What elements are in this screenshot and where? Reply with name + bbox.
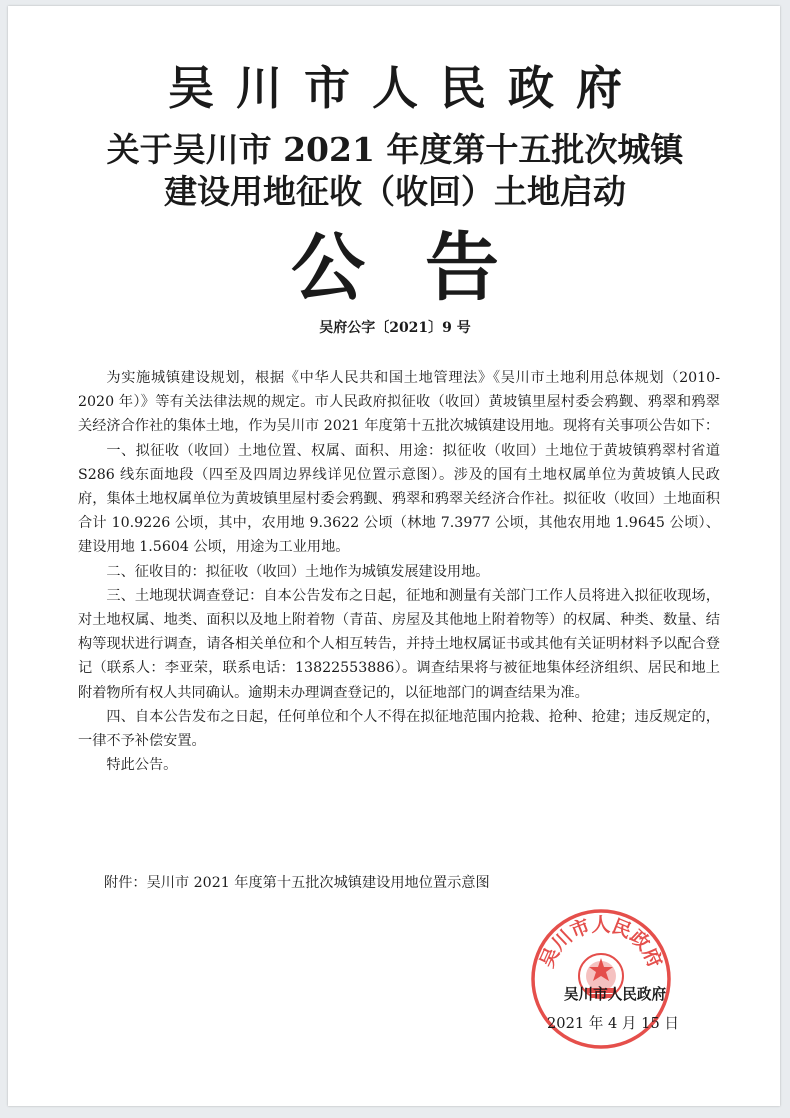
subject-line-1: 关于吴川市 2021 年度第十五批次城镇 [106,130,684,169]
paragraph-intro: 为实施城镇建设规划，根据《中华人民共和国土地管理法》《吴川市土地利用总体规划（2010-2020 年）》等有关法律法规的规定。市人民政府拟征收（收回）黄坡镇里屋村委会鸦觐、鸦翠和鸦翠关经济合作社的集体土地，作为吴川市 2021 年度第十五批次城镇建设用地。现将有关事项公告如下： [78,370,720,435]
paragraph-item-3: 三、土地现状调查登记：自本公告发布之日起，征地和测量有关部门工作人员将进入拟征收现场，对土地权属、地类、面积以及地上附着物（青苗、房屋及其他地上附着物等）的权属、种类、数量、结构等现状进行调查，请各相关单位和个人相互转告，并持土地权属证书或其他有关证明材料予以配合登记（联系人：李亚荣，联系电话：13822553886）。调查结果将与被征地集体经济组织、居民和地上附着物所有权人共同确认。逾期未办理调查登记的，以征地部门的调查结果为准。 [78,587,720,701]
paragraph-item-1: 一、拟征收（收回）土地位置、权属、面积、用途：拟征收（收回）土地位于黄坡镇鸦翠村省道 S286 线东面地段（四至及四周边界线详见位置示意图）。涉及的国有土地权属单位为黄坡镇人民政府，集体土地权属单位为黄坡镇里屋村委会鸦觐、鸦翠和鸦翠关经济合作社。拟征收（收回）土地面积合计 10.9226 公顷，其中，农用地 9.3622 公顷（林地 7.3977 公顷，其他农用地 1.9645 公顷）、建设用地 1.5604 公顷，用途为工业用地。 [78,442,720,556]
paragraph-item-2: 二、征收目的：拟征收（收回）土地作为城镇发展建设用地。 [106,563,490,580]
doc-type-title: 公告 [291,225,559,311]
paragraph-closing: 特此公告。 [106,757,178,774]
issue-date: 2021 年 4 月 15 日 [547,1015,679,1032]
notice-body [78,366,720,777]
paragraph-item-4: 四、自本公告发布之日起，任何单位和个人不得在拟征地范围内抢栽、抢种、抢建；违反规定的，一律不予补偿安置。 [78,708,720,750]
seal-text: 吴川市人民政府 [536,913,666,971]
document-number: 吴府公字〔2021〕9 号 [319,320,471,336]
subject-line-2: 建设用地征收（收回）土地启动 [164,172,626,211]
org-title: 吴川市人民政府 [168,61,644,115]
attachment-line: 附件：吴川市 2021 年度第十五批次城镇建设用地位置示意图 [104,875,490,891]
issuer-signature: 吴川市人民政府 [563,986,667,1003]
